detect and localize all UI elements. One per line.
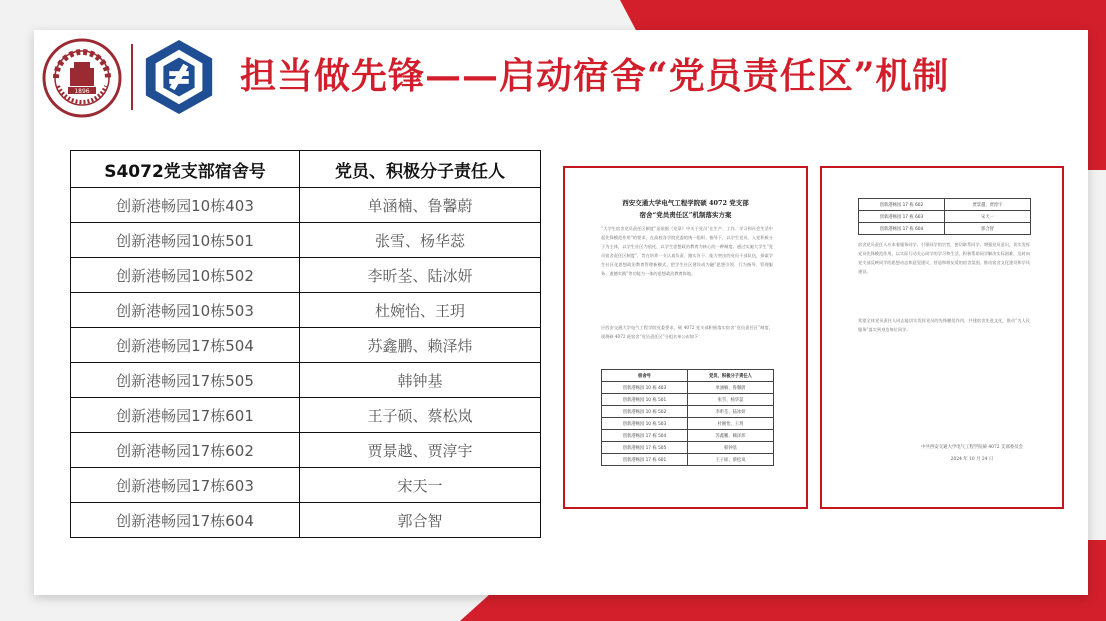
table-row <box>71 468 541 503</box>
doc-table-row <box>602 442 774 454</box>
dorm-cell: 创新港畅园10栋503 <box>71 293 300 328</box>
table-row <box>71 258 541 293</box>
doc-table-cell: 郭合智 <box>945 223 1031 235</box>
logo-divider <box>131 44 133 110</box>
table-row <box>71 433 541 468</box>
page-title: 担当做先锋——启动宿舍“党员责任区”机制 <box>240 55 950 97</box>
responsible-cell: 宋天一 <box>300 468 541 503</box>
doc-title-line1: 西安交通大学电气工程学院硕 4072 党支部 <box>622 199 749 207</box>
doc-table-cell: 创新港畅园 10 栋 501 <box>602 394 688 406</box>
doc-table-cell: 创新港畅园 17 栋 602 <box>859 199 945 211</box>
responsible-cell: 苏鑫鹏、赖泽炜 <box>300 328 541 363</box>
table-row <box>71 328 541 363</box>
doc-table-cell: 创新港畅园 17 栋 505 <box>602 442 688 454</box>
responsible-cell: 张雪、杨华蕊 <box>300 223 541 258</box>
doc-table-header: 党员、积极分子责任人 <box>688 370 774 382</box>
doc-title-line2: 宿舍“党员责任区”机制落实方案 <box>639 211 732 219</box>
doc-table-cell: 单涵楠、鲁馨蔚 <box>688 382 774 394</box>
doc-table-row <box>602 430 774 442</box>
table-row <box>71 398 541 433</box>
dorm-cell: 创新港畅园17栋601 <box>71 398 300 433</box>
doc-paragraph: 应西安交通大学电气工程学院党委要求，硕 4072 党支部积极落实宿舍“党员责任区”制度，现将硕 4072 班宿舍“党员责任区”分组名单公布如下： <box>601 325 773 339</box>
document-page-1 <box>563 166 808 509</box>
doc-table-cell: 创新港畅园 17 栋 604 <box>859 223 945 235</box>
doc-table-cell: 创新港畅园 17 栋 601 <box>602 454 688 466</box>
dorm-cell: 创新港畅园10栋502 <box>71 258 300 293</box>
responsible-cell: 郭合智 <box>300 503 541 538</box>
responsibility-table <box>70 150 541 538</box>
responsible-cell: 单涵楠、鲁馨蔚 <box>300 188 541 223</box>
doc-table-cell: 王子硕、蔡松岚 <box>688 454 774 466</box>
doc-table-cell: 李昕荃、陆冰妍 <box>688 406 774 418</box>
dorm-cell: 创新港畅园17栋604 <box>71 503 300 538</box>
dorm-cell: 创新港畅园10栋501 <box>71 223 300 258</box>
dorm-cell: 创新港畅园10栋403 <box>71 188 300 223</box>
responsible-cell: 王子硕、蔡松岚 <box>300 398 541 433</box>
doc-table-cell: 创新港畅园 10 栋 403 <box>602 382 688 394</box>
doc-signature: 中共西安交通大学电气工程学院硕 4072 支部委员会 <box>921 445 1023 450</box>
doc-table <box>858 198 1031 235</box>
doc-table <box>601 369 774 466</box>
doc-table-cell: 贾景越、贾淳宇 <box>945 199 1031 211</box>
doc-table-cell: 韩钟基 <box>688 442 774 454</box>
table-row <box>71 223 541 258</box>
party-branch-logo-icon <box>140 38 218 116</box>
doc-table-cell: 创新港畅园 10 栋 502 <box>602 406 688 418</box>
doc-table-cell: 创新港畅园 17 栋 603 <box>859 211 945 223</box>
doc-table-cell: 苏鑫鹏、赖泽炜 <box>688 430 774 442</box>
table-header-row <box>71 151 541 188</box>
doc-table-row <box>602 406 774 418</box>
column-header-responsible: 党员、积极分子责任人 <box>300 151 541 188</box>
dorm-cell: 创新港畅园17栋505 <box>71 363 300 398</box>
doc-table-cell: 创新港畅园 10 栋 503 <box>602 418 688 430</box>
university-seal-icon <box>42 38 122 118</box>
document-page-2 <box>820 166 1064 509</box>
responsible-cell: 李昕荃、陆冰妍 <box>300 258 541 293</box>
doc-paragraph: 宿舍党员责任人应本着服务同学、引领同学的宗旨，密切联系同学，增强党员意识，切实发挥党员先锋模范作用。以实际行动关心同学的学习和生活，积极帮助同学解决实际困难，及时向党支部反映同学的思想动态和意见建议，营造和谐友爱的宿舍氛围，推动宿舍文化建设和学风建设。 <box>858 242 1030 274</box>
doc-table-cell: 创新港畅园 17 栋 504 <box>602 430 688 442</box>
dorm-cell: 创新港畅园17栋602 <box>71 433 300 468</box>
responsible-cell: 杜婉怡、王玥 <box>300 293 541 328</box>
table-row <box>71 363 541 398</box>
doc-table-header: 宿舍号 <box>602 370 688 382</box>
doc-paragraph: 希望全体党员责任人同志能切实发挥党员的先锋模范作用，共建宿舍先进文化，推动“为人民服务”落实到身边每位同学。 <box>858 318 1030 332</box>
table-row <box>71 293 541 328</box>
table-row <box>71 503 541 538</box>
responsible-cell: 贾景越、贾淳宇 <box>300 433 541 468</box>
responsible-cell: 韩钟基 <box>300 363 541 398</box>
doc-paragraph: “大学生宿舍党员责任区制度”是依据《党章》中关于党员“在生产、工作、学习和社会生活中起先锋模范作用”的要求，在高校各学院党委的统一组织、指导下，以学生党员、入党积极分子为主体，以学生社区为依托，以学生思想政治教育为核心的一种制度。通过实施大学生“党员宿舍责任区制度”，旨在培养一支认真负责、踏实肯干、能力突出的党员干部队伍，探索学生社区化思想政治教育管理新模式，把学生社区建设成为融“思想引领、行为指导、管理服务、道德实践”等功能为一体的思想政治教育阵地。 <box>601 226 773 276</box>
doc-table-header-row <box>602 370 774 382</box>
doc-table-row <box>602 382 774 394</box>
doc-table-cell: 杜婉怡、王玥 <box>688 418 774 430</box>
doc-table-row <box>602 418 774 430</box>
doc-table-row <box>602 394 774 406</box>
doc-table-row <box>859 199 1031 211</box>
table-row <box>71 188 541 223</box>
doc-table-row <box>602 454 774 466</box>
doc-table-row <box>859 211 1031 223</box>
dorm-cell: 创新港畅园17栋603 <box>71 468 300 503</box>
doc-date: 2024 年 10 月 24 日 <box>950 457 994 462</box>
doc-table-cell: 宋天一 <box>945 211 1031 223</box>
doc-table-cell: 张雪、杨华蕊 <box>688 394 774 406</box>
column-header-dorm: S4072党支部宿舍号 <box>71 151 300 188</box>
university-seal-year: 1896 <box>74 88 90 95</box>
dorm-cell: 创新港畅园17栋504 <box>71 328 300 363</box>
doc-table-row <box>859 223 1031 235</box>
